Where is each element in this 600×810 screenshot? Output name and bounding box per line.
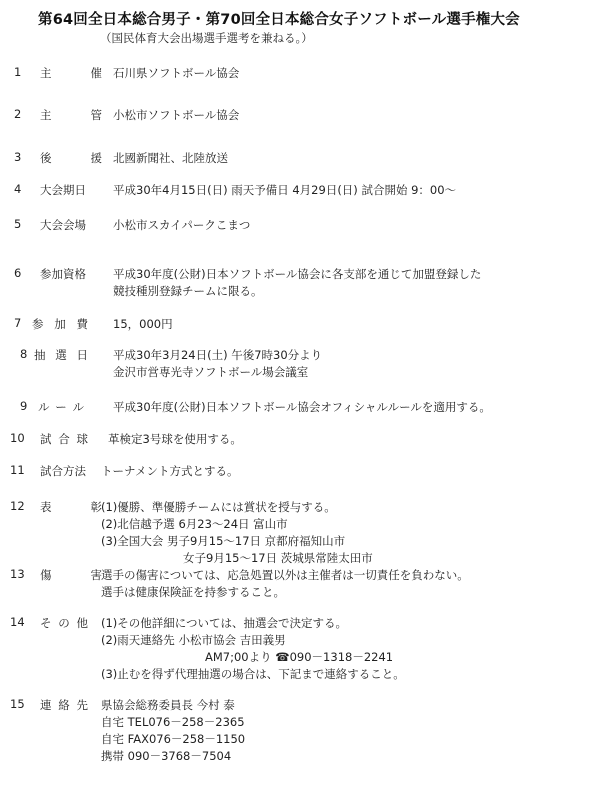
item-label: 試合方法 xyxy=(40,464,86,478)
item-label: 主 催 xyxy=(40,66,102,80)
item-label: 連 絡 先 xyxy=(40,698,88,712)
item-value-cont: 女子9月15～17日 茨城県常陸太田市 xyxy=(183,551,373,565)
item-value: トーナメント方式とする。 xyxy=(101,464,239,478)
contact-home-tel: 自宅 TEL076－258－2365 xyxy=(101,715,245,729)
item-value: 平成30年3月24日(土) 午後7時30分より xyxy=(113,348,323,362)
item-value-cont: (2)雨天連絡先 小松市協会 吉田義男 xyxy=(101,633,286,647)
item-value: 選手の傷害については、応急処置以外は主催者は一切責任を負わない。 xyxy=(101,568,469,582)
item-value: 石川県ソフトボール協会 xyxy=(113,66,240,80)
item-value: 革検定3号球を使用する。 xyxy=(108,432,242,446)
item-label: 抽 選 日 xyxy=(34,348,88,362)
item-value: 小松市スカイパークこまつ xyxy=(113,218,251,232)
item-value: (1)その他詳細については、抽選会で決定する。 xyxy=(101,616,348,630)
item-number: 8 xyxy=(20,347,28,361)
item-value-cont: (3)止むを得ず代理抽選の場合は、下記まで連絡すること。 xyxy=(101,667,405,681)
item-value: 平成30年4月15日(日) 雨天予備日 4月29日(日) 試合開始 9：00～ xyxy=(113,183,457,197)
item-value-cont: 競技種別登録チームに限る。 xyxy=(113,284,263,298)
item-value: 小松市ソフトボール協会 xyxy=(113,108,240,122)
telephone-icon: ☎ xyxy=(275,650,290,664)
item-number: 7 xyxy=(14,316,22,330)
item-label: 表 彰 xyxy=(40,500,102,514)
item-label: 大会期日 xyxy=(40,183,86,197)
item-number: 4 xyxy=(14,182,22,196)
item-number: 14 xyxy=(10,615,25,629)
item-value: 平成30年度(公財)日本ソフトボール協会に各支部を通じて加盟登録した xyxy=(113,267,482,281)
item-label: 主 管 xyxy=(40,108,102,122)
item-number: 13 xyxy=(10,567,25,581)
item-number: 5 xyxy=(14,217,22,231)
item-value-cont: 選手は健康保険証を持参すること。 xyxy=(101,585,285,599)
document-title: 第64回全日本総合男子・第70回全日本総合女子ソフトボール選手権大会 xyxy=(38,12,520,28)
item-label: 参加資格 xyxy=(40,267,86,281)
document-subtitle: （国民体育大会出場選手選考を兼ねる。） xyxy=(100,31,313,45)
item-value: (1)優勝、準優勝チームには賞状を授与する。 xyxy=(101,500,336,514)
item-number: 15 xyxy=(10,697,25,711)
item-number: 11 xyxy=(10,463,25,477)
item-label: そ の 他 xyxy=(40,616,88,630)
contact-mobile: 携帯 090－3768－7504 xyxy=(101,749,232,763)
contact-home-fax: 自宅 FAX076－258－1150 xyxy=(101,732,246,746)
item-number: 10 xyxy=(10,431,25,445)
item-label: 試 合 球 xyxy=(40,432,88,446)
item-label: ル ー ル xyxy=(38,400,84,414)
item-value: 県協会総務委員長 今村 泰 xyxy=(101,698,235,712)
item-value: 15，000円 xyxy=(113,317,173,331)
item-number: 12 xyxy=(10,499,25,513)
item-value-cont: 金沢市営専光寺ソフトボール場会議室 xyxy=(113,365,309,379)
item-number: 6 xyxy=(14,266,22,280)
item-number: 2 xyxy=(14,107,22,121)
phone-number: 090－1318－2241 xyxy=(289,650,394,664)
item-number: 3 xyxy=(14,150,22,164)
item-value: 平成30年度(公財)日本ソフトボール協会オフィシャルルールを適用する。 xyxy=(113,400,491,414)
item-label: 大会会場 xyxy=(40,218,86,232)
item-number: 1 xyxy=(14,65,22,79)
item-value: 北國新聞社、北陸放送 xyxy=(113,151,228,165)
item-label: 後 援 xyxy=(40,151,102,165)
item-label: 参 加 費 xyxy=(32,317,88,331)
rain-contact-phone: AM7;00より ☎090－1318－2241 xyxy=(205,650,394,664)
item-value-cont: (2)北信越予選 6月23～24日 富山市 xyxy=(101,517,288,531)
item-value-cont: (3)全国大会 男子9月15～17日 京都府福知山市 xyxy=(101,534,346,548)
item-label: 傷 害 xyxy=(40,568,102,582)
item-number: 9 xyxy=(20,399,28,413)
